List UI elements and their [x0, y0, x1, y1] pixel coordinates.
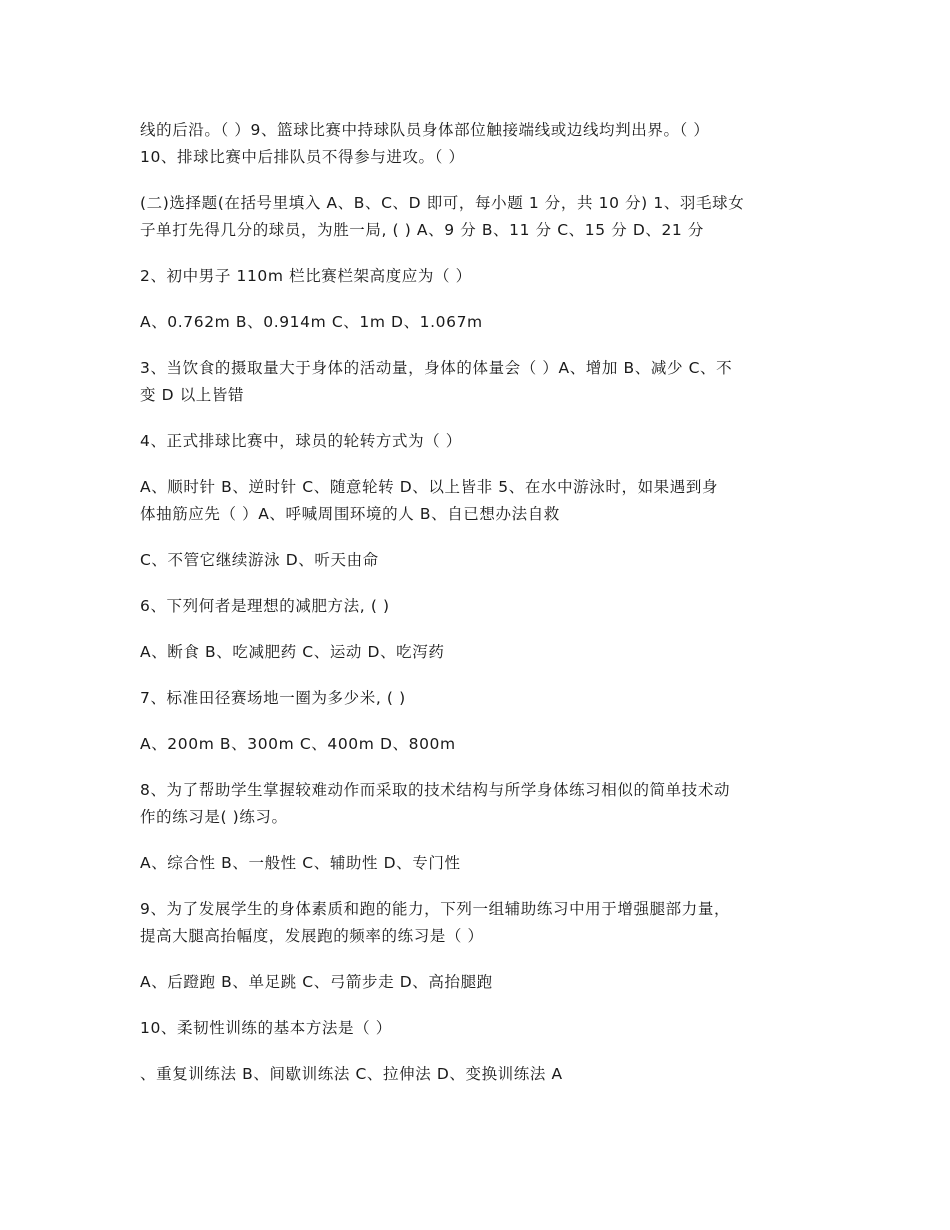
text-line: 2、初中男子 110m 栏比赛栏架高度应为（ ）	[140, 267, 472, 285]
question-6	[140, 593, 820, 620]
text-line: A、综合性 B、一般性 C、辅助性 D、专门性	[140, 854, 461, 872]
text-line: 作的练习是( )练习。	[140, 808, 288, 826]
question-9	[140, 896, 820, 950]
question-7	[140, 685, 820, 712]
question-5-options	[140, 547, 820, 574]
text-line: A、200m B、300m C、400m D、800m	[140, 735, 456, 753]
question-10	[140, 1015, 820, 1042]
paragraph-tf-questions-end	[140, 117, 820, 171]
question-8-options	[140, 850, 820, 877]
text-line: (二)选择题(在括号里填入 A、B、C、D 即可，每小题 1 分，共 10 分) 1、羽毛球女	[140, 194, 745, 212]
text-line: 提高大腿高抬幅度，发展跑的频率的练习是（ ）	[140, 927, 484, 945]
text-line: 体抽筋应先（ ）A、呼喊周围环境的人 B、自已想办法自救	[140, 505, 560, 523]
paragraph-choice-section-intro	[140, 190, 820, 244]
text-line: A、后蹬跑 B、单足跳 C、弓箭步走 D、高抬腿跑	[140, 973, 493, 991]
question-10-options	[140, 1061, 820, 1088]
text-line: A、0.762m B、0.914m C、1m D、1.067m	[140, 313, 483, 331]
question-6-options	[140, 639, 820, 666]
text-line: 线的后沿。（ ）9、篮球比赛中持球队员身体部位触接端线或边线均判出界。（ ）	[140, 121, 710, 139]
text-line: C、不管它继续游泳 D、听天由命	[140, 551, 379, 569]
text-line: 子单打先得几分的球员，为胜一局, ( ) A、9 分 B、11 分 C、15 分 D、21 分	[140, 221, 705, 239]
question-2	[140, 263, 820, 290]
text-line: 3、当饮食的摄取量大于身体的活动量，身体的体量会（ ）A、增加 B、减少 C、不	[140, 359, 733, 377]
question-7-options	[140, 731, 820, 758]
text-line: 4、正式排球比赛中，球员的轮转方式为（ ）	[140, 432, 462, 450]
question-2-options	[140, 309, 820, 336]
text-line: 10、排球比赛中后排队员不得参与进攻。（ ）	[140, 148, 465, 166]
text-line: 9、为了发展学生的身体素质和跑的能力，下列一组辅助练习中用于增强腿部力量，	[140, 900, 731, 918]
question-3	[140, 355, 820, 409]
text-line: 、重复训练法 B、间歇训练法 C、拉伸法 D、变换训练法 A	[140, 1065, 563, 1083]
question-4	[140, 428, 820, 455]
text-line: 6、下列何者是理想的减肥方法, ( )	[140, 597, 390, 615]
text-line: 7、标准田径赛场地一圈为多少米, ( )	[140, 689, 406, 707]
text-line: 8、为了帮助学生掌握较难动作而采取的技术结构与所学身体练习相似的简单技术动	[140, 781, 731, 799]
question-9-options	[140, 969, 820, 996]
text-line: A、顺时针 B、逆时针 C、随意轮转 D、以上皆非 5、在水中游泳时，如果遇到身	[140, 478, 719, 496]
text-line: 10、柔韧性训练的基本方法是（ ）	[140, 1019, 392, 1037]
text-line: A、断食 B、吃减肥药 C、运动 D、吃泻药	[140, 643, 445, 661]
question-4-options-question-5	[140, 474, 820, 528]
document-page	[140, 117, 820, 1107]
question-8	[140, 777, 820, 831]
text-line: 变 D 以上皆错	[140, 386, 245, 404]
